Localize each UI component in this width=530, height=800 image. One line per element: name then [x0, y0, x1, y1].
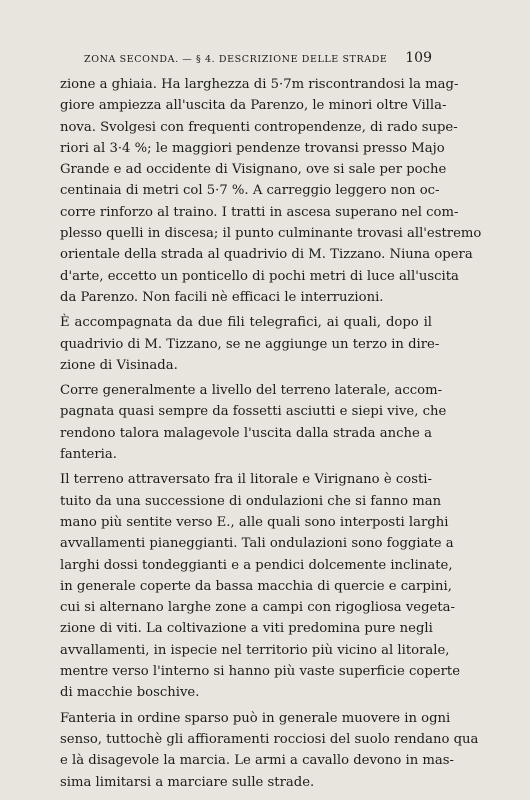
text-line: plesso quelli in discesa; il punto culminante trovasi all'estremo — [60, 226, 482, 242]
text-line: tuito da una successione di ondulazioni che si fanno man — [60, 493, 442, 509]
text-line: mentre verso l'interno si hanno più vaste superficie coperte — [60, 664, 461, 680]
text-line: larghi dossi tondeggianti e a pendici dolcemente inclinate, — [60, 557, 453, 573]
text-line: È accompagnata da due fili telegrafici, ai quali, dopo il — [60, 315, 432, 331]
text-line: corre rinforzo al traino. I tratti in ascesa superano nel com- — [60, 204, 459, 220]
text-line: avvallamenti, in ispecie nel territorio più vicino al litorale, — [60, 642, 450, 658]
paragraph — [60, 312, 440, 376]
text-line: Corre generalmente a livello del terreno laterale, accom- — [60, 383, 443, 399]
text-line: Grande e ad occidente di Visignano, ove si sale per poche — [60, 162, 447, 178]
text-line: sima limitarsi a marciare sulle strade. — [60, 774, 315, 790]
text-line: avvallamenti pianeggianti. Tali ondulazioni sono foggiate a — [60, 536, 454, 552]
page-body — [60, 74, 482, 793]
text-line: Il terreno attraversato fra il litorale e Virignano è costi- — [60, 472, 432, 488]
text-line: Fanteria in ordine sparso può in generale muovere in ogni — [60, 710, 451, 726]
text-line: centinaia di metri col 5·7 %. A carreggio leggero non oc- — [60, 183, 440, 199]
text-line: zione di viti. La coltivazione a viti predomina pure negli — [60, 621, 433, 637]
text-line: quadrivio di M. Tizzano, se ne aggiunge un terzo in dire- — [60, 336, 440, 352]
text-line: pagnata quasi sempre da fossetti asciutti e siepi vive, che — [60, 404, 447, 420]
text-line: in generale coperte da bassa macchia di quercie e carpini, — [60, 578, 452, 594]
text-line: di macchie boschive. — [60, 685, 200, 701]
running-header — [60, 50, 432, 70]
page-number: 109 — [405, 50, 432, 66]
text-line: senso, tuttochè gli affioramenti rocciosi del suolo rendano qua — [60, 731, 479, 747]
text-line: da Parenzo. Non facili nè efficaci le interruzioni. — [60, 289, 384, 305]
text-line: riori al 3·4 %; le maggiori pendenze trovansi presso Majo — [60, 140, 445, 156]
text-line: zione a ghiaia. Ha larghezza di 5·7m riscontrandosi la mag- — [60, 77, 459, 92]
paragraph — [60, 708, 479, 793]
text-line: zione di Visinada. — [60, 357, 178, 373]
text-line: orientale della strada al quadrivio di M. Tizzano. Niuna opera — [60, 247, 473, 263]
running-title: ZONA SECONDA. — § 4. DESCRIZIONE DELLE STRADE — [84, 54, 388, 65]
text-line: nova. Svolgesi con frequenti contropendenze, di rado supe- — [60, 119, 458, 135]
text-line: giore ampiezza all'uscita da Parenzo, le minori oltre Villa- — [60, 98, 447, 114]
text-line: mano più sentite verso E., alle quali sono interposti larghi — [60, 514, 449, 530]
paragraph — [60, 74, 482, 308]
text-line: cui si alternano larghe zone a campi con rigogliosa vegeta- — [60, 600, 455, 616]
text-line: e là disagevole la marcia. Le armi a cavallo devono in mas- — [60, 753, 454, 769]
paragraph — [60, 380, 447, 465]
text-line: fanteria. — [60, 447, 117, 463]
paragraph — [60, 469, 461, 703]
text-line: d'arte, eccetto un ponticello di pochi metri di luce all'uscita — [60, 268, 459, 284]
text-line: rendono talora malagevole l'uscita dalla strada anche a — [60, 425, 432, 441]
